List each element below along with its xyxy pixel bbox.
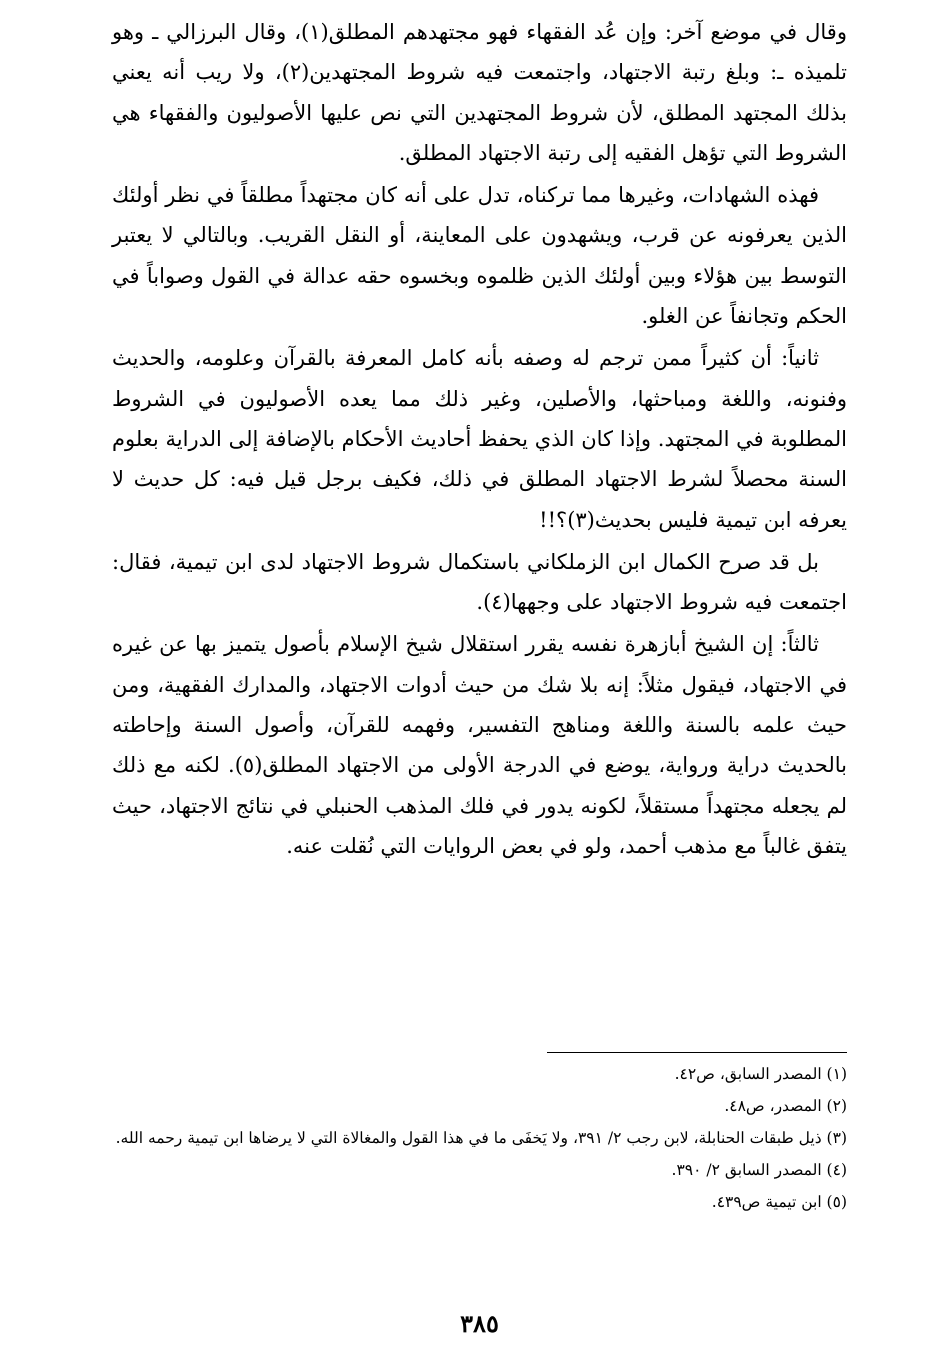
footnote-3: (٣) ذيل طبقات الحنابلة، لابن رجب ٢/ ٣٩١، ولا يَخفَى ما في هذا القول والمغالاة التي لا يرضاها ابن تيمية رحمه الله. <box>115 1129 847 1147</box>
paragraph-5: ثالثاً: إن الشيخ أبازهرة نفسه يقرر استقلال شيخ الإسلام بأصول يتميز بها عن غيره في الاجتهاد، فيقول مثلاً: إنه بلا شك من حيث أدوات الاجتهاد، والمدارك الفقهية، ومن حيث علمه بالسنة واللغة ومناهج التفسير، وفهمه للقرآن، وأصول السنة وإحاطته بالحديث دراية ورواية، يوضع في الدرجة الأولى من الاجتهاد المطلق(٥). لكنه مع ذلك لم يجعله مجتهداً مستقلاً، لكونه يدور في فلك المذهب الحنبلي في نتائج الاجتهاد، حيث يتفق غالباً مع مذهب أحمد، ولو في بعض الروايات التي نُقلت عنه. <box>112 632 847 858</box>
footnote-2: (٢) المصدر، ص٤٨. <box>724 1097 847 1115</box>
paragraph-4: بل قد صرح الكمال ابن الزملكاني باستكمال شروط الاجتهاد لدى ابن تيمية، فقال: اجتمعت فيه شروط الاجتهاد على وجهها(٤). <box>112 549 847 615</box>
footnote-4: (٤) المصدر السابق ٢/ ٣٩٠. <box>671 1161 847 1179</box>
footnote-separator <box>547 1052 847 1053</box>
paragraph-2: فهذه الشهادات، وغيرها مما تركناه، تدل على أنه كان مجتهداً مطلقاً في نظر أولئك الذين يعرفونه عن قرب، ويشهدون على المعاينة، أو النقل القريب. وبالتالي لا يعتبر التوسط بين هؤلاء وبين أولئك الذين ظلموه وبخسوه حقه عدالة في القول وصواباً في الحكم وتجانفاً عن الغلو. <box>112 183 847 329</box>
footnote-1: (١) المصدر السابق، ص٤٢. <box>674 1065 847 1083</box>
main-text <box>112 12 847 866</box>
footnote-5: (٥) ابن تيمية ص٤٣٩. <box>711 1193 847 1211</box>
book-page <box>112 12 847 1338</box>
paragraph-3: ثانياً: أن كثيراً ممن ترجم له وصفه بأنه كامل المعرفة بالقرآن وعلومه، والحديث وفنونه، واللغة ومباحثها، والأصلين، وغير ذلك مما يعده الأصوليون في الشروط المطلوبة في المجتهد. وإذا كان الذي يحفظ أحاديث الأحكام بالإضافة إلى الدراية بعلوم السنة محصلاً لشرط الاجتهاد المطلق في ذلك، فكيف برجل قيل فيه: كل حديث لا يعرفه ابن تيمية فليس بحديث(٣)؟!! <box>112 346 847 532</box>
paragraph-1: وقال في موضع آخر: وإن عُد الفقهاء فهو مجتهدهم المطلق(١)، وقال البرزالي ـ وهو تلميذه ـ: وبلغ رتبة الاجتهاد، واجتمعت فيه شروط المجتهدين(٢)، ولا ريب أنه يعني بذلك المجتهد المطلق، لأن شروط المجتهدين التي نص عليها الأصوليون والفقهاء هي الشروط التي تؤهل الفقيه إلى رتبة الاجتهاد المطلق. <box>112 20 847 165</box>
footnotes <box>112 1058 847 1218</box>
page-number: ٣٨٥ <box>460 1309 499 1338</box>
